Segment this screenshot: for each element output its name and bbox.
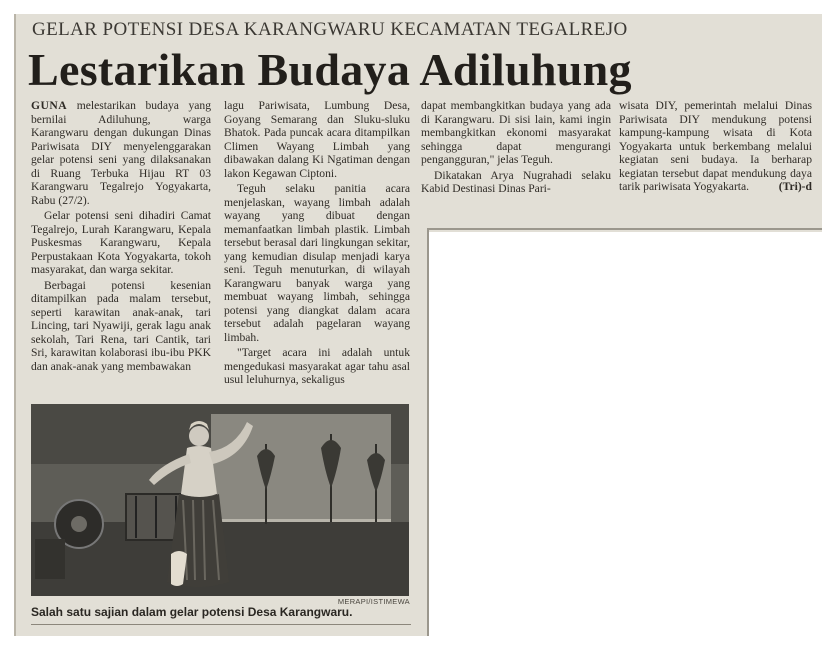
photo-credit: MERAPI/ISTIMEWA <box>337 597 410 606</box>
article-kicker: GELAR POTENSI DESA KARANGWARU KECAMATAN TEGALREJO <box>32 19 628 40</box>
column-3-paragraph-1: dapat membangkitkan budaya yang ada di Karangwaru. Di sisi lain, kami ingin membangkitkan ekonomi masyarakat sehingga dapat mengurangi pengangguran," jelas Teguh. <box>421 99 611 166</box>
article-column-1 <box>31 99 211 373</box>
article-column-4 <box>619 99 812 194</box>
paper-cut-edge-horizontal <box>428 228 822 230</box>
photo-caption: Salah satu sajian dalam gelar potensi Desa Karangwaru. <box>31 605 353 619</box>
column-4-paragraph-1-text: wisata DIY, pemerintah melalui Dinas Pariwisata DIY mendukung potensi kampung-kampung wisata di Kota Yogyakarta untuk berkembang melalui kegiatan seni budaya. Ia berharap kegiatan tersebut dapat mendukung daya tarik pariwisata Yogyakarta. <box>619 99 812 193</box>
column-1-paragraph-1 <box>31 99 211 207</box>
performance-photo-illustration <box>31 404 409 596</box>
column-2-paragraph-2: Teguh selaku panitia acara menjelaskan, wayang limbah adalah wayang yang dibuat dengan memanfaatkan limbah plastik. Limbah tersebut berasal dari lingkungan sekitar, yang kemudian disulap menjadi karya seni. Teguh menuturkan, di wilayah Karangwaru banyak warga yang membuat wayang limbah, sehingga potensi yang diangkat dalam acara tersebut adalah pagelaran wayang limbah. <box>224 182 410 344</box>
column-2-paragraph-1: lagu Pariwisata, Lumbung Desa, Goyang Semarang dan Sluku-sluku Bhatok. Pada puncak acara ditampilkan Climen Wayang Limbah yang dibawakan dalang Ki Ngatiman dengan lakon Kegawan Ciptoni. <box>224 99 410 180</box>
lead-word: GUNA <box>31 99 68 112</box>
article-column-2 <box>224 99 410 387</box>
article-headline: Lestarikan Budaya Adiluhung <box>28 44 632 95</box>
column-4-paragraph-1 <box>619 99 812 194</box>
paper-cut-edge-vertical <box>427 228 429 636</box>
caption-rule <box>31 624 411 625</box>
author-byline: (Tri)-d <box>778 180 812 193</box>
paper-left-edge <box>14 14 16 636</box>
column-1-paragraph-1-text: melestarikan budaya yang bernilai Adiluhung, warga Karangwaru dengan dukungan Dinas Pariwisata DIY menyelenggarakan gelar potensi seni yang dilaksanakan di Ruang Terbuka Hijau RT 03 Karangwaru Tegalrejo Yogyakarta, Rabu (27/2). <box>31 99 212 207</box>
article-photo <box>31 404 409 596</box>
column-2-paragraph-3: "Target acara ini adalah untuk mengedukasi masyarakat agar tahu asal usul leluhurnya, sekaligus <box>224 346 410 386</box>
column-1-paragraph-2: Gelar potensi seni dihadiri Camat Tegalrejo, Lurah Karangwaru, Kepala Puskesmas Karangwaru, Kepala Perpustakaan Kota Yogyakarta, tokoh masyarakat, dan warga sekitar. <box>31 209 211 276</box>
article-column-3 <box>421 99 611 196</box>
column-1-paragraph-3: Berbagai potensi kesenian ditampilkan pada malam tersebut, seperti karawitan anak-anak, tari Lincing, tari Nyawiji, gerak lagu anak sekolah, Tari Rena, tari Cantik, tari Sri, karawitan kolaborasi ibu-ibu PKK dan anak-anak yang membawakan <box>31 278 211 373</box>
column-3-paragraph-2: Dikatakan Arya Nugrahadi selaku Kabid Destinasi Dinas Pari- <box>421 168 611 195</box>
